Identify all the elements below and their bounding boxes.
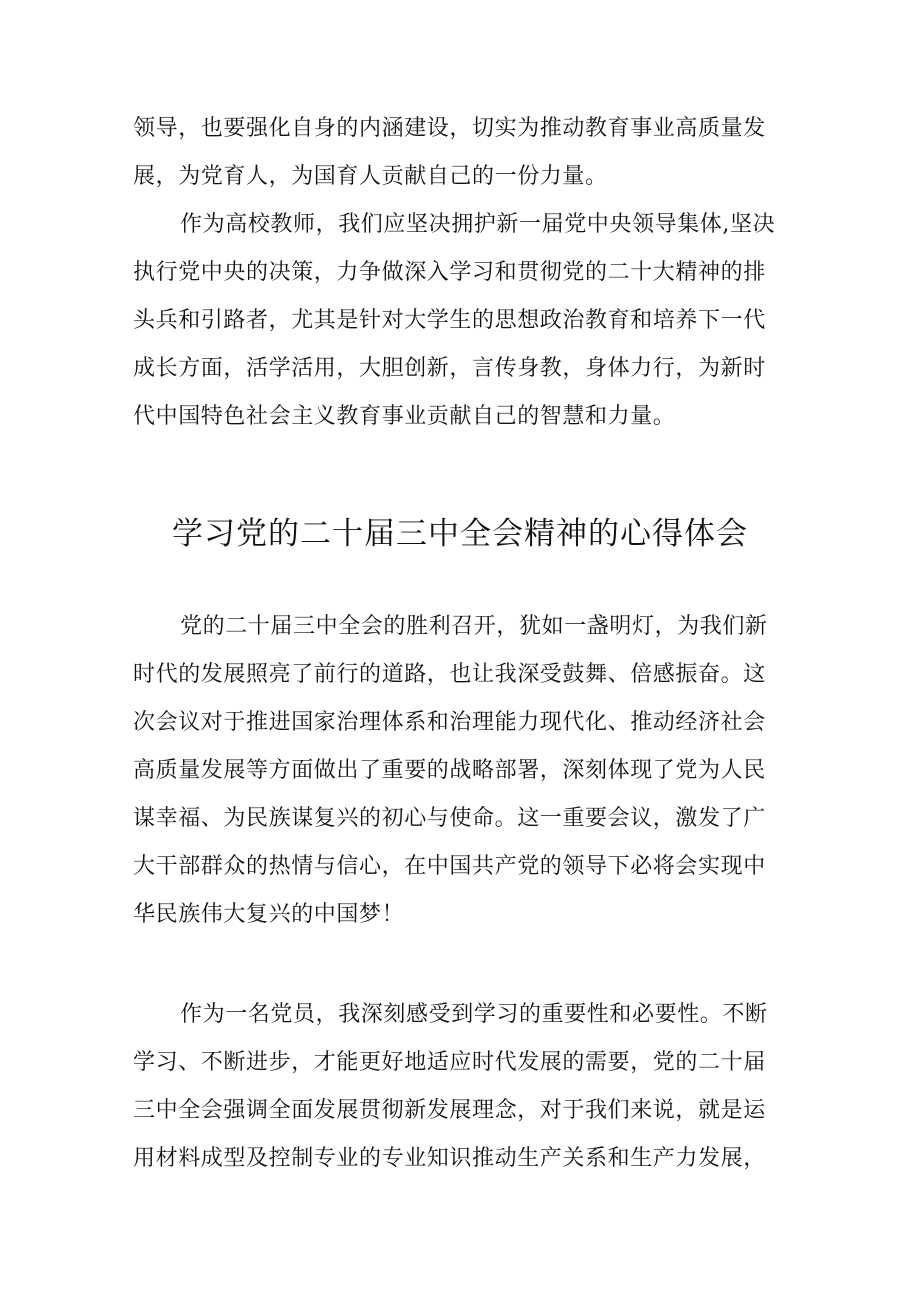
paragraph-line: 头兵和引路者，尤其是针对大学生的思想政治教育和培养下一代	[133, 308, 766, 333]
paragraph-line: 代中国特色社会主义教育事业贡献自己的智慧和力量。	[133, 404, 676, 429]
paragraph-line: 作为高校教师，我们应坚决拥护新一届党中央领导集体,坚决	[180, 212, 776, 237]
paragraph-line: 高质量发展等方面做出了重要的战略部署，深刻体现了党为人民	[133, 758, 766, 783]
paragraph-line: 学习、不断进步，才能更好地适应时代发展的需要，党的二十届	[133, 1050, 766, 1075]
paragraph-line: 谋幸福、为民族谋复兴的初心与使命。这一重要会议，激发了广	[133, 806, 766, 831]
paragraph-line: 展，为党育人，为国育人贡献自己的一份力量。	[133, 164, 608, 189]
paragraph-line: 作为一名党员，我深刻感受到学习的重要性和必要性。不断	[180, 1002, 768, 1027]
paragraph-line: 执行党中央的决策，力争做深入学习和贯彻党的二十大精神的排	[133, 260, 766, 285]
paragraph-line: 党的二十届三中全会的胜利召开，犹如一盏明灯，为我们新	[180, 614, 768, 639]
paragraph-line: 三中全会强调全面发展贯彻新发展理念，对于我们来说，就是运	[133, 1098, 766, 1123]
paragraph-line: 次会议对于推进国家治理体系和治理能力现代化、推动经济社会	[133, 710, 766, 735]
article-title: 学习党的二十届三中全会精神的心得体会	[172, 516, 748, 552]
paragraph-line: 成长方面，活学活用，大胆创新，言传身教，身体力行，为新时	[133, 356, 766, 381]
paragraph-line: 领导，也要强化自身的内涵建设，切实为推动教育事业高质量发	[133, 116, 766, 141]
paragraph-line: 时代的发展照亮了前行的道路，也让我深受鼓舞、倍感振奋。这	[133, 662, 766, 687]
paragraph-line: 华民族伟大复兴的中国梦！	[133, 902, 405, 927]
paragraph-line: 用材料成型及控制专业的专业知识推动生产关系和生产力发展，	[133, 1146, 766, 1171]
paragraph-line: 大干部群众的热情与信心，在中国共产党的领导下必将会实现中	[133, 854, 766, 879]
